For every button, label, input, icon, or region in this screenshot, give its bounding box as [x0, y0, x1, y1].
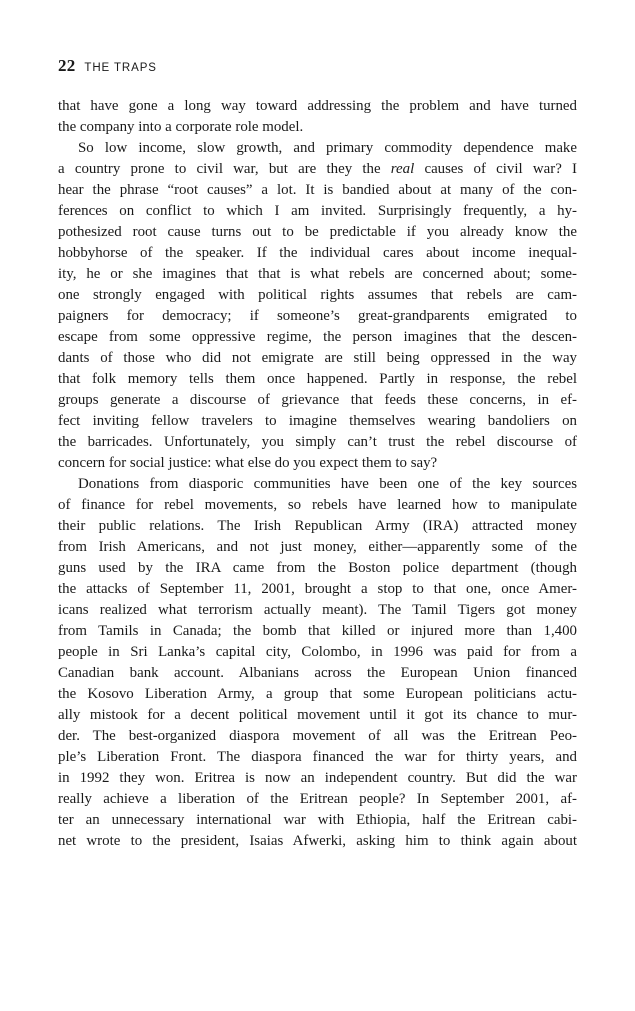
text-line: Donations from diasporic communities have been one of the key sources [78, 476, 577, 492]
text-line: the attacks of September 11, 2001, brought a stop to that one, once Amer- [58, 581, 577, 597]
text-line: people in Sri Lanka’s capital city, Colombo, in 1996 was paid for from a [58, 644, 577, 660]
text-line: net wrote to the president, Isaias Afwerki, asking him to think again about [58, 833, 577, 849]
text-line: icans realized what terrorism actually meant). The Tamil Tigers got money [58, 602, 577, 618]
text-line: dants of those who did not emigrate are still being oppressed in the way [58, 350, 577, 366]
text-line: ally mistook for a decent political movement until it got its chance to mur- [58, 707, 577, 723]
text-line: ity, he or she imagines that that is what rebels are concerned about; some- [58, 266, 577, 282]
text-run: causes of civil war? I [414, 161, 577, 177]
text-line: ter an unnecessary international war with Ethiopia, half the Eritrean cabi- [58, 812, 577, 828]
text-line: really achieve a liberation of the Eritrean people? In September 2001, af- [58, 791, 577, 807]
text-line: groups generate a discourse of grievance that feeds these concerns, in ef- [58, 392, 577, 408]
text-line: from Irish Americans, and not just money, either—apparently some of the [58, 539, 577, 555]
text-line: concern for social justice: what else do you expect them to say? [58, 455, 438, 471]
text-line: fect inviting fellow travelers to imagine themselves wearing bandoliers on [58, 413, 577, 429]
text-run: a country prone to civil war, but are they the [58, 161, 391, 177]
text-line: in 1992 they won. Eritrea is now an independent country. But did the war [58, 770, 577, 786]
italic-word: real [390, 161, 415, 177]
text-line: the Kosovo Liberation Army, a group that some European politicians actu- [58, 686, 577, 702]
chapter-title: THE TRAPS [84, 62, 157, 74]
text-line: one strongly engaged with political rights assumes that rebels are cam- [58, 287, 577, 303]
text-line: So low income, slow growth, and primary commodity dependence make [78, 140, 577, 156]
text-line: their public relations. The Irish Republican Army (IRA) attracted money [58, 518, 577, 534]
text-line: the barricades. Unfortunately, you simply can’t trust the rebel discourse of [58, 434, 577, 450]
text-line: pothesized root cause turns out to be predictable if you already know the [58, 224, 577, 240]
text-line: hear the phrase “root causes” a lot. It is bandied about at many of the con- [58, 182, 577, 198]
text-line: Canadian bank account. Albanians across the European Union financed [58, 665, 577, 681]
text-line: that have gone a long way toward addressing the problem and have turned [58, 98, 577, 114]
text-line: paigners for democracy; if someone’s great-grandparents emigrated to [58, 308, 577, 324]
text-line: that folk memory tells them once happened. Partly in response, the rebel [58, 371, 577, 387]
text-line: der. The best-organized diaspora movement of all was the Eritrean Peo- [58, 728, 577, 744]
text-line: of finance for rebel movements, so rebels have learned how to manipulate [58, 497, 577, 513]
text-line: ferences on conflict to which I am invited. Surprisingly frequently, a hy- [58, 203, 577, 219]
text-line: hobbyhorse of the speaker. If the individual cares about income inequal- [58, 245, 577, 261]
running-head [58, 56, 157, 76]
text-line-with-italic [58, 159, 577, 179]
text-line: ple’s Liberation Front. The diaspora financed the war for thirty years, and [58, 749, 577, 765]
text-line: guns used by the IRA came from the Boston police department (though [58, 560, 577, 576]
text-line: escape from some oppressive regime, the person imagines that the descen- [58, 329, 577, 345]
text-line: from Tamils in Canada; the bomb that killed or injured more than 1,400 [58, 623, 577, 639]
text-line: the company into a corporate role model. [58, 119, 304, 135]
page-number: 22 [58, 56, 76, 75]
